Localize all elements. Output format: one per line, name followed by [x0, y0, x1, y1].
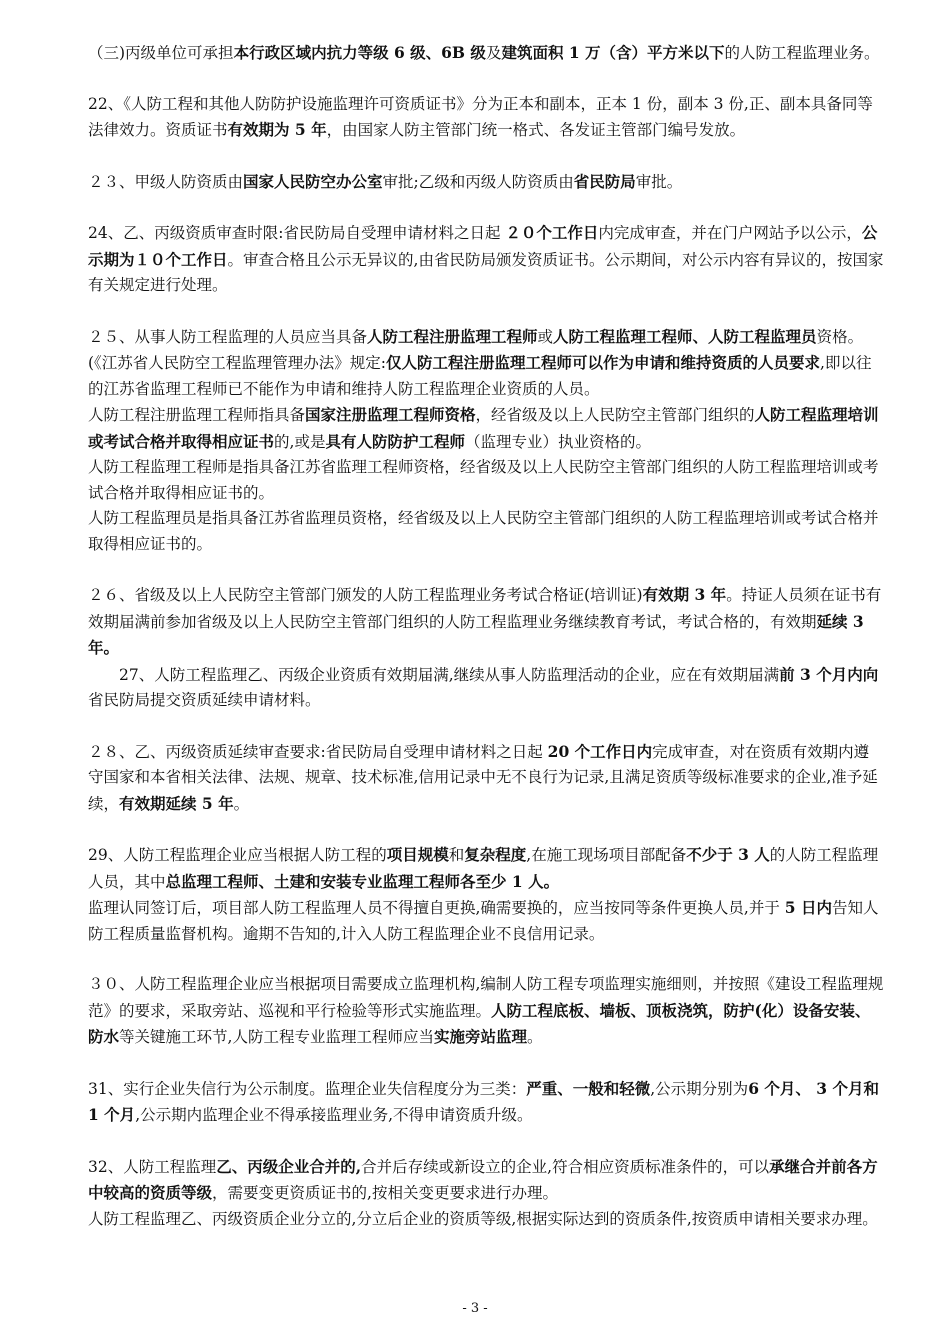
bold-text-run: 前 3 个月内向: [779, 664, 879, 684]
paragraph-spacer: [88, 557, 884, 582]
paragraph: [88, 895, 884, 947]
paragraph-spacer: [88, 947, 884, 972]
text-run: 。: [526, 1028, 543, 1046]
paragraph-spacer: [88, 144, 884, 169]
text-run: 及: [485, 44, 502, 62]
paragraph-spacer: [88, 714, 884, 739]
text-run: 合并后存续或新设立的企业,符合相应资质标准条件的，可以: [361, 1157, 770, 1176]
bold-text-run: 复杂程度: [464, 845, 527, 864]
text-run: 或: [537, 327, 554, 346]
text-run: 22、《人防工程和其他人防防护设施监理许可资质证书》分为正本和副本，正本 1 份，副本 3 份,正、副本具备同等法律效力。资质证书: [88, 94, 873, 139]
text-run: ２３、甲级人防资质由: [88, 172, 244, 191]
paragraph: [88, 739, 884, 818]
paragraph: [88, 220, 884, 299]
text-run: 省民防局提交资质延续申请材料。: [88, 691, 321, 709]
text-run: ,公示期内监理企业不得承接监理业务,不得申请资质升级。: [135, 1106, 533, 1124]
text-run: 的人防工程监理业务。: [724, 44, 880, 62]
text-run: 审批。: [635, 172, 683, 191]
text-run: （三)丙级单位可承担: [88, 44, 234, 62]
bold-text-run: 有效期 3 年: [642, 585, 727, 604]
text-run: 人防工程监理工程师是指具备江苏省监理工程师资格，经省级及以上人民防空主管部门组织的人防工程监理培训或考试合格并取得相应证书的。: [88, 458, 879, 502]
paragraph-spacer: [88, 1051, 884, 1076]
bold-text-run: 承继合并前各方中较高的资质等级: [88, 1156, 878, 1202]
paragraph: [88, 662, 884, 714]
bold-text-run: 仅人防工程注册监理工程师可以作为申请和维持资质的人员要求: [386, 353, 821, 372]
paragraph: [88, 842, 884, 895]
bold-text-run: 国家人民防空办公室: [243, 171, 383, 191]
paragraph-spacer: [88, 195, 884, 220]
bold-text-run: 省民防局: [573, 171, 636, 191]
bold-text-run: 项目规模: [386, 845, 449, 864]
text-run: ２８、乙、丙级资质延续审查要求:省民防局自受理申请材料之日起: [88, 742, 548, 761]
bold-text-run: 不少于 3 人: [686, 845, 770, 864]
text-run: 29、人防工程监理企业应当根据人防工程的: [88, 846, 387, 864]
text-run: 的人防工程监理人员，其中: [88, 846, 879, 891]
bold-text-run: 国家注册监理工程师资格: [305, 405, 476, 424]
bold-text-run: 总监理工程师、土建和安装专业监理工程师各至少 1 人。: [165, 871, 560, 891]
page-number: - 3 -: [462, 1301, 488, 1316]
bold-text-run: 乙、丙级企业合并的,: [216, 1156, 362, 1176]
text-run: ,公示期分别为: [650, 1079, 749, 1098]
paragraph: [88, 169, 884, 196]
bold-text-run: 有效期延续 5 年: [119, 793, 234, 813]
text-run: 27、人防工程监理乙、丙级企业资质有效期届满,继续从事人防监理活动的企业，应在有效期届满: [119, 665, 780, 684]
bold-text-run: ２０个工作日: [505, 223, 599, 242]
bold-text-run: 人防工程底板、墙板、顶板浇筑，防护(化）设备安装、防水: [88, 1000, 871, 1046]
text-run: 人防工程监理员是指具备江苏省监理员资格，经省级及以上人民防空主管部门组织的人防工程监理培训或考试合格并取得相应证书的。: [88, 509, 879, 553]
paragraph: [88, 1154, 884, 1207]
bold-text-run: 5 日内: [784, 898, 832, 917]
text-run: ,即以往的江苏省监理工程师已不能作为申请和维持人防工程监理企业资质的人员。: [88, 354, 872, 398]
text-run: 告知人防工程质量监督机构。逾期不告知的,计入人防工程监理企业不良信用记录。: [88, 899, 879, 943]
paragraph: [88, 324, 884, 403]
text-run: 和: [448, 846, 465, 864]
text-run: 24、乙、丙级资质审查时限:省民防局自受理申请材料之日起: [88, 224, 506, 242]
text-run: ３０、人防工程监理企业应当根据项目需要成立监理机构,编制人防工程专项监理实施细则，并按照《建设工程监理规范》的要求，采取旁站、巡视和平行检验等形式实施监理。: [88, 975, 884, 1020]
bold-text-run: 20 个工作日内: [547, 741, 653, 761]
text-run: 人防工程注册监理工程师指具备: [88, 406, 306, 424]
text-run: ，需要变更资质证书的,按相关变更要求进行办理。: [212, 1184, 558, 1202]
bold-text-run: 具有人防防护工程师: [325, 431, 465, 451]
paragraph-spacer: [88, 67, 884, 92]
paragraph: [88, 402, 884, 455]
text-run: ２６、省级及以上人民防空主管部门颁发的人防工程监理业务考试合格证(培训证): [88, 586, 643, 604]
text-run: ２５、从事人防工程监理的人员应当具备: [88, 327, 368, 346]
bold-text-run: 6 个月、 3 个月和 1 个月: [88, 1078, 879, 1124]
text-run: 内完成审查，并在门户网站予以公示，: [598, 224, 862, 242]
text-run: 。审查合格且公示无异议的,由省民防局颁发资质证书。公示期间，对公示内容有异议的，按国家有关规定进行处理。: [88, 250, 884, 294]
text-run: （监理专业）执业资格的。: [464, 432, 651, 451]
paragraph: [88, 1207, 884, 1233]
document-body: [88, 40, 884, 1232]
text-run: 。持证人员须在证书有效期届满前参加省级及以上人民防空主管部门组织的人防工程监理业务继续教育考试，考试合格的，有效期: [88, 586, 882, 631]
text-run: ，经省级及以上人民防空主管部门组织的: [475, 406, 755, 424]
bold-text-run: 人防工程监理工程师、人防工程监理员: [553, 326, 817, 346]
paragraph-spacer: [88, 299, 884, 324]
text-run: 完成审查，对在资质有效期内遵守国家和本省相关法律、法规、规章、技术标准,信用记录中无不良行为记录,且满足资质等级标准要求的企业,准予延续，: [88, 742, 878, 813]
text-run: 。: [233, 794, 250, 813]
text-run: 32、人防工程监理: [88, 1157, 217, 1176]
text-run: 人防工程监理乙、丙级资质企业分立的,分立后企业的资质等级,根据实际达到的资质条件,按资质申请相关要求办理。: [88, 1209, 878, 1228]
bold-text-run: 公示期为１０个工作日: [88, 223, 878, 269]
paragraph: [88, 92, 884, 144]
bold-text-run: 实施旁站监理: [433, 1027, 527, 1046]
paragraph-spacer: [88, 1129, 884, 1154]
bold-text-run: 严重、一般和轻微: [526, 1078, 651, 1098]
text-run: ，由国家人防主管部门统一格式、各发证主管部门编号发放。: [326, 121, 746, 139]
paragraph: [88, 40, 884, 67]
text-run: 的,或是: [274, 432, 326, 451]
bold-text-run: 人防工程注册监理工程师: [367, 326, 538, 346]
text-run: ,在施工现场项目部配备: [526, 846, 687, 864]
paragraph: [88, 582, 884, 662]
text-run: 审批;乙级和丙级人防资质由: [382, 172, 574, 191]
text-run: 31、实行企业失信行为公示制度。监理企业失信程度分为三类：: [88, 1079, 527, 1098]
paragraph: [88, 455, 884, 506]
text-run: 监理认同签订后，项目部人防工程监理人员不得擅自更换,确需要换的，应当按同等条件更换人员,并于: [88, 899, 785, 917]
text-run: 等关键施工环节,人防工程专业监理工程师应当: [119, 1028, 434, 1046]
paragraph: [88, 506, 884, 557]
bold-text-run: 人防工程监理培训或考试合格并取得相应证书: [88, 405, 879, 451]
paragraph: [88, 972, 884, 1051]
paragraph-spacer: [88, 817, 884, 842]
paragraph: [88, 1076, 884, 1129]
bold-text-run: 延续 3 年。: [88, 611, 864, 657]
bold-text-run: 有效期为 5 年: [227, 120, 327, 139]
bold-text-run: 本行政区域内抗力等级 6 级、6B 级: [233, 43, 486, 62]
text-run: 资格。(《江苏省人民防空工程监理管理办法》规定:: [88, 327, 864, 372]
bold-text-run: 建筑面积 1 万（含）平方米以下: [501, 43, 725, 62]
